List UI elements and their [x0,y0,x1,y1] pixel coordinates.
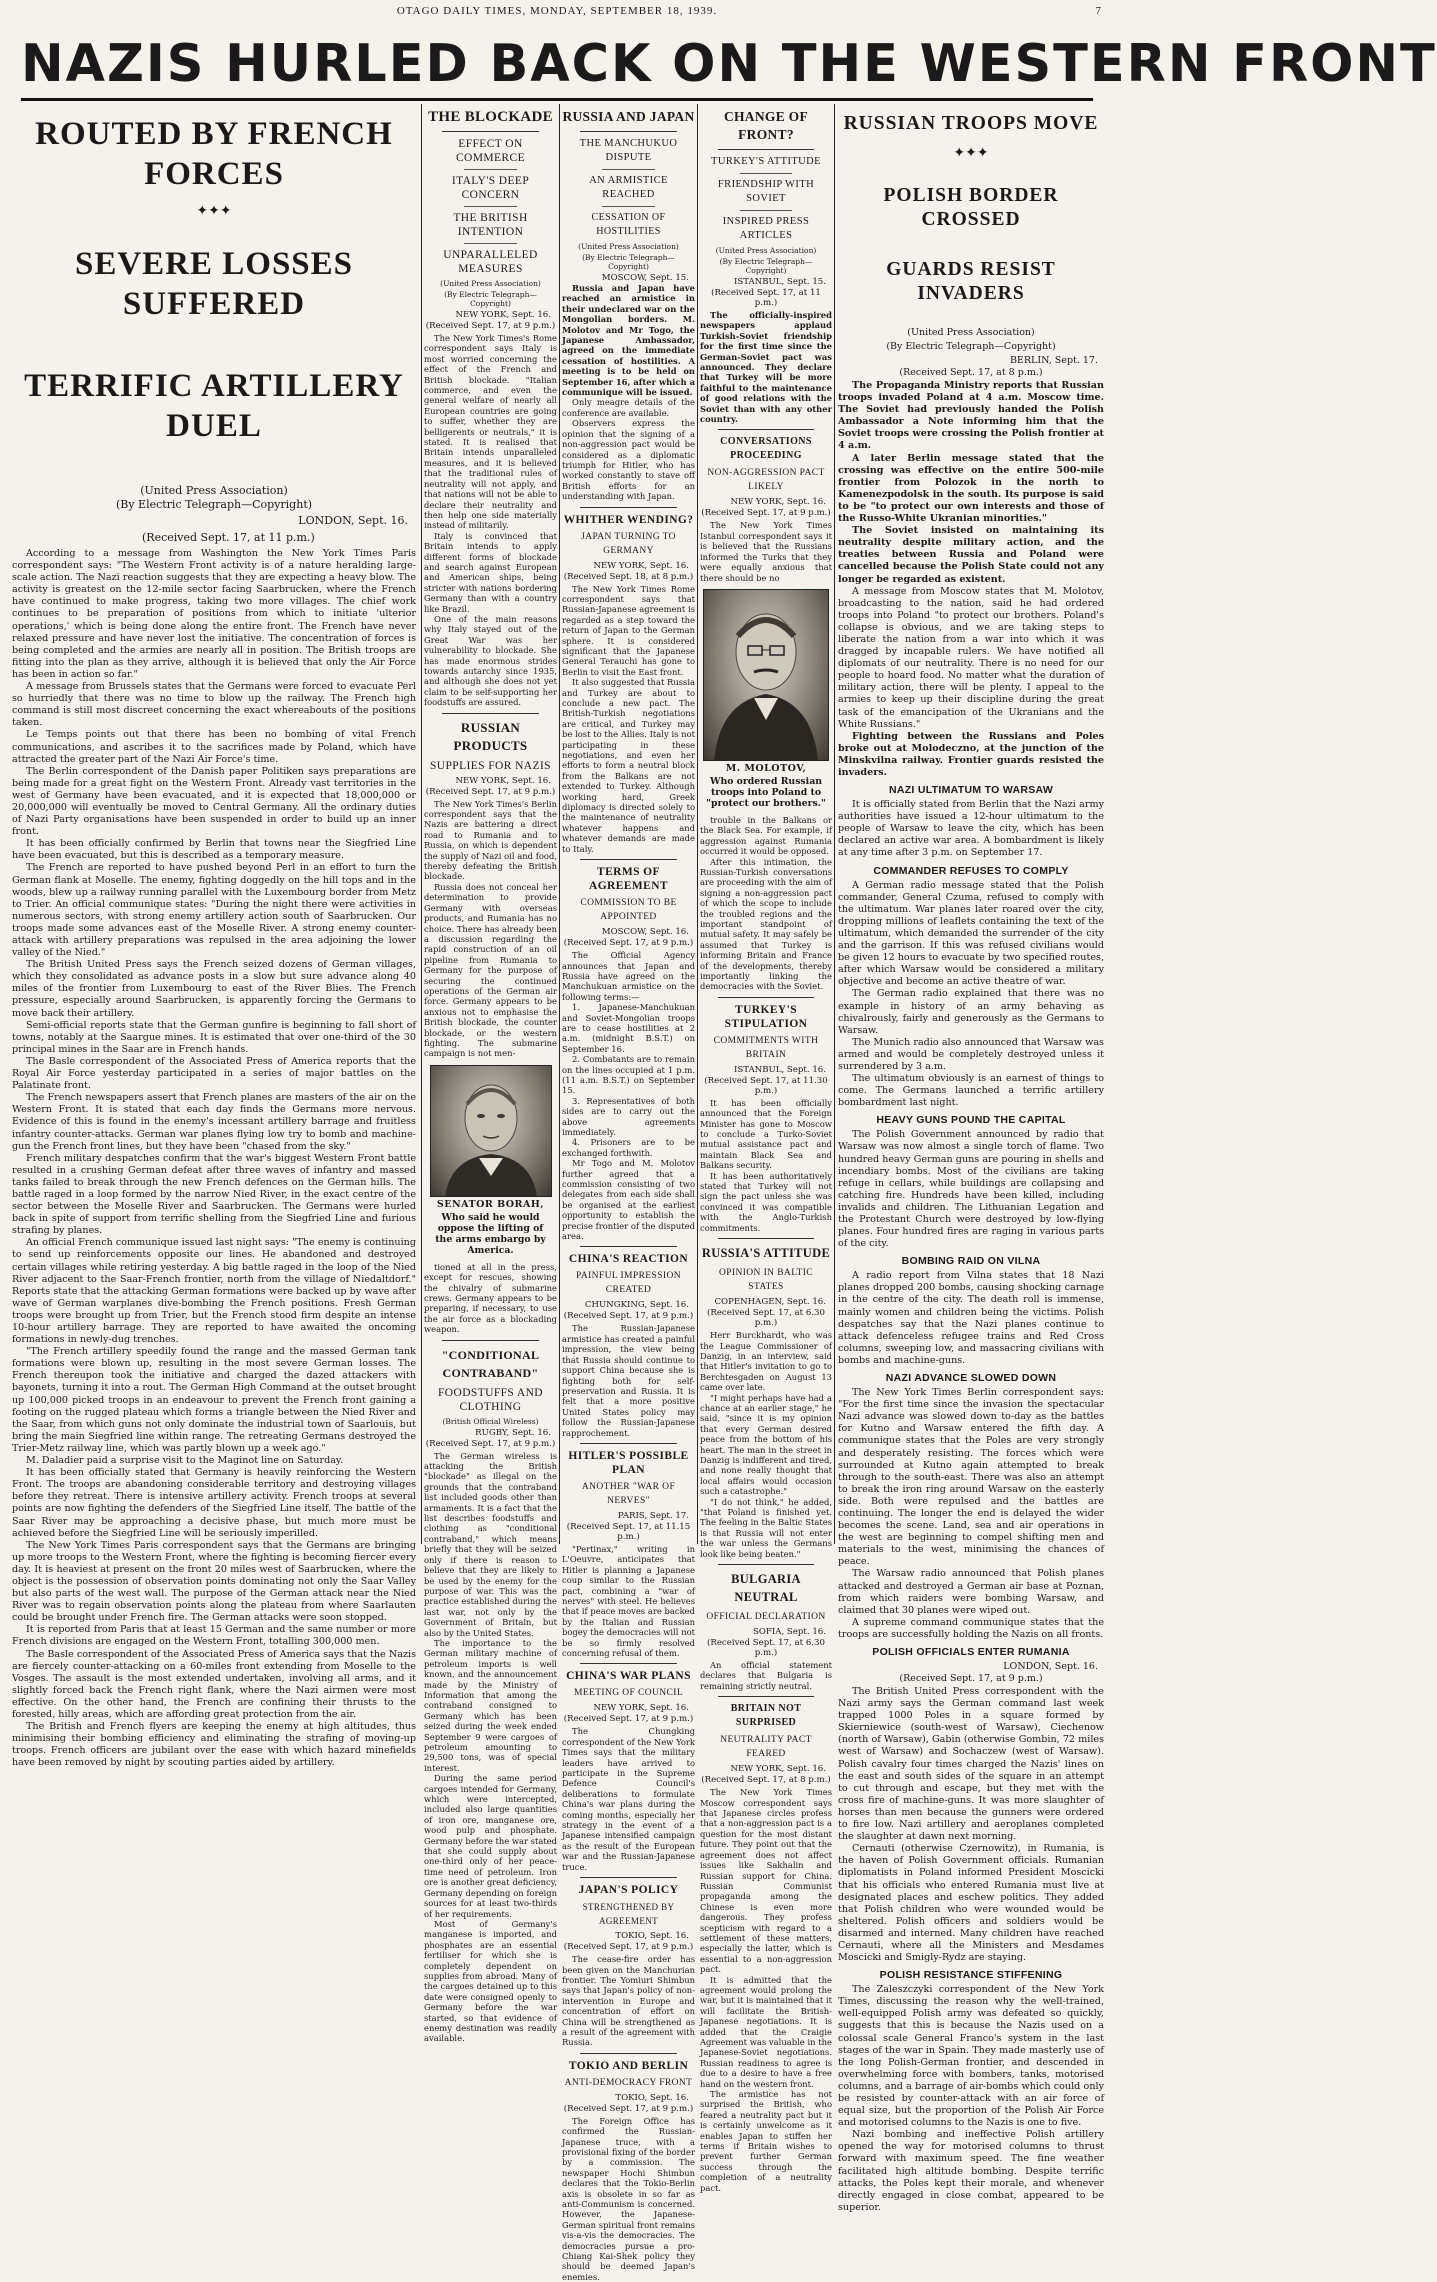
dateline: NEW YORK, Sept. 16. [455,310,551,320]
paragraph: It has been officially stated that Germany is heavily reinforcing the Western Front. The troops are abandoning considerable territory and destroying villages before they retreat. There is intensive artillery activity. French troops at several points are now fighting the defenders of the Siegfried Line itself. The battle of the Saar River may be approaching a decisive phase, but much more must be achieved before the Siegfried Line will be seriously imperilled. [12,1467,416,1539]
dateline: MOSCOW, Sept. 16. [601,927,689,938]
paragraph: Most of Germany's manganese is imported, and phosphates are an essential fertiliser for which she is completely dependent on supplies from abroad. Many of the cargoes detained up to this date were consigned openly to Germany before the war started, so that evidence of enemy destination was readily available. [424,1918,557,2044]
paragraph: Cernauti (otherwise Czernowitz), in Rumania, is the haven of Polish Government officials. Rumanian diplomatists in Poland informed President Moscicki that his officials who entered Rumania must live at designated places and eschew politics. They added that Polish children who were wounded would be sheltered. Polish officers and soldiers would be disarmed and interned. Many children have reached Cernauti, where all the Ministers and Mesdames Moscicki and Smigly-Rydz are staying. [838,1843,1104,1964]
dateline: SOFIA, Sept. 16. [752,1627,826,1638]
paragraph: The cease-fire order has been given on the Manchurian frontier. The Yomiuri Shimbun says that Japan's policy of non-intervention in Europe and concentration of effort on China will be strengthened as a result of the agreement with Russia. [562,1954,695,2048]
headline-artillery: TERRIFIC ARTILLERY DUEL [24,368,404,444]
paragraph: The Official Agency announces that Japan and Russia have agreed on the Manchukuan armistice on the following terms:— [562,950,695,1002]
subhead: OFFICIAL DECLARATION [706,1612,826,1623]
paragraph: The Warsaw radio announced that Polish planes attacked and destroyed a German air base at Poznan, from which raiders were bombing Warsaw, and claimed that 30 planes were wiped out. [838,1568,1104,1616]
paragraph: The French are reported to have pushed beyond Perl in an effort to turn the German flank at Moselle. The enemy, fighting doggedly on the hill tops and in the woods, blew up a railway running parallel with the Luxembourg border from Metz to Trier. An official communique states: "During the night there were activities in numerous sectors, with strong enemy artillery action south of Saarbrucken. Our troops made some advances east of the Moselle River. A strong enemy counter-attack with artillery preparations was repulsed in the area adjoining the lower valley of the Nied." [12,862,416,959]
headline-tokio-berlin: TOKIO AND BERLIN [568,2059,689,2072]
paragraph: A German radio message stated that the Polish commander, General Czuma, refused to comply with the ultimatum. War planes later roared over the city, dropping millions of leaflets containing the text of the ultimatum, which demanded the surrender of the city and the garrison. If this was refused civilians would be given 12 hours to evacuate by two specified routes, after which Warsaw would be considered a military objective and become an active theatre of war. [838,879,1104,988]
paragraph: Italy is convinced that Britain intends to apply different forms of blockade and search against European and American ships, being stricter with nations bordering Germany than with a country like Brazil. [424,530,557,614]
story-body [562,1954,695,2048]
paragraph: 1. Japanese-Manchukuan and Soviet-Mongolian troops are to cease hostilities at 2 a.m. (midnight B.S.T.) on September 16. [562,1002,695,1054]
story-lead [838,380,1104,586]
page-number: 7 [1095,5,1102,17]
story-body [838,1270,1104,1367]
headline-guards: GUARDS RESIST INVADERS [886,259,1056,304]
received-line: (Received Sept. 17, at 9 p.m.) [701,508,831,519]
dateline: NEW YORK, Sept. 16. [593,560,689,571]
story-body [700,815,832,992]
paragraph: After this intimation, the Russian-Turkish conversations are proceeding with the aim of signing a non-aggression pact of which the scope to include the troubled regions and the important standpoint of mutual safety. It may safely be assumed that Turkey is informing Britain and France of the developments, thereby importantly linking the democracies with the Soviet. [700,856,832,992]
subhead: ITALY'S DEEP CONCERN [451,175,530,201]
dateline: NEW YORK, Sept. 16. [730,1764,826,1775]
headline-blockade: THE BLOCKADE [428,109,553,125]
headline-hitler-plan: HITLER'S POSSIBLE PLAN [568,1449,689,1476]
wire-credit: (United Press Association) [907,327,1035,338]
story-body [838,1129,1104,1250]
paragraph: The Zaleszczyki correspondent of the New York Times, discussing the reason why the well-trained, well-equipped Polish army was defeated so quickly, suggests that this is because the Nazis used on a colossal scale General Franco's system in the last stages of the war in Spain. They made masterly use of the long Polish-German frontier, and descended in overwhelming force with bombers, tanks, motorised columns, and a barrage of air-bombs which could only be resisted by counter-attack with an air force of equal size, but the proportion of the Polish Air Force and motorised columns to the Nazis is one to five. [838,1984,1104,2129]
wire-credit: (United Press Association) [578,242,679,251]
paragraph: The officially-inspired newspapers applaud Turkish-Soviet friendship for the first time since the German-Soviet pact was announced. They declare that Turkey will be more faithful to the maintenance of good relations with the Soviet than with any other country. [700,310,832,425]
paragraph: The New York Times's Rome correspondent says Italy is most worried concerning the effect of the French and British blockade. "Italian commerce, and even the general welfare of nearly all European countries are going to suffer, whether they are belligerents or neutrals," it is stated. It is realised that Britain intends unparalleled measures, and it is believed that the traditional rules of neutrality will not apply, and that nations will not be able to declare their neutrality and then help one side materially instead of militarily. [424,333,557,531]
dateline: PARIS, Sept. 17. [617,1510,689,1521]
banner-headline: NAZIS HURLED BACK ON THE WESTERN FRONT [21,30,1093,101]
column-rule [421,104,422,1544]
paragraph: An official statement declares that Bulgaria is remaining strictly neutral. [700,1660,832,1691]
received-line: (Received Sept. 17, at 11 p.m.) [711,288,821,308]
paragraph: The Foreign Office has confirmed the Russian-Japanese truce, with a provisional fixing of the border by a commission. The newspaper Hochi Shimbun declares that the Tokio-Berlin axis is obsolete in so far as anti-Communism is concerned. However, the Japanese-German spiritual front remains vis-a-vis the democracies. The democracies pursue a pro-Chiang Kai-Shek policy they should be deemed Japan's enemies. [562,2115,695,2282]
dateline: NEW YORK, Sept. 16. [455,775,551,786]
subhead: TURKEY'S ATTITUDE [711,156,821,167]
story-body [700,1787,832,2193]
ornament: ✦✦✦ [196,203,232,219]
photo-molotov [703,589,829,761]
received-line: (Received Sept. 17, at 9 p.m.) [899,1673,1043,1684]
dateline: LONDON, Sept. 16. [1003,1661,1098,1672]
paragraph: The importance to the German military machine of petroleum imports is well known, and the announcement made by the Ministry of Information that among the contraband consigned to Germany which has been seized during the week ended September 9 were cargoes of petroleum amounting to 29,500 tons, was of special interest. [424,1637,557,1773]
photo-name: M. MOLOTOV, [725,762,807,774]
wire-copyright: (By Electric Telegraph—Copyright) [886,341,1056,352]
subhead: COMMANDER REFUSES TO COMPLY [873,864,1069,877]
story-body [700,1330,832,1559]
paragraph: 4. Prisoners are to be exchanged forthwith. [562,1137,695,1158]
headline-border-crossed: POLISH BORDER CROSSED [883,185,1059,230]
received-line: (Received Sept. 17, at 9 p.m.) [563,1942,694,1953]
ornament: ✦✦✦ [953,145,989,161]
paragraph: A message from Moscow states that M. Molotov, broadcasting to the nation, said he had ordered troops into Poland "to protect our brothers. Poland's collapse is obvious, and we are taking steps to liberate the nation from a war into which it was dragged by incapable rulers. We have notified all diplomats of our neutrality. There is no need for our people to hoard food. No matter what the duration of military action, there will be plenty. I appeal to the armies to keep up their discipline during the great task of the emancipation of the Ukranians and the White Russians." [838,585,1104,730]
story-body [424,1451,557,2044]
paragraph: The German wireless is attacking the British "blockade" as illegal on the grounds that the contraband list included goods other than armaments. It is a fact that the list describes foodstuffs and clothing as "conditional contraband," which means briefly that they will be seized only if there is reason to believe that they are likely to be used by the enemy for the purpose of war. This was the practice established during the last war, not only by the Government of Britain, but also by the United States. [424,1450,557,1638]
headline-change-of-front: CHANGE OF FRONT? [723,109,809,142]
subhead: COMMISSION TO BE APPOINTED [580,898,677,923]
headline-japan-policy: JAPAN'S POLICY [578,1884,679,1897]
story-body [424,333,557,708]
story-russian-troops [838,104,1104,2213]
headline-russian-troops: RUSSIAN TROOPS MOVE [843,113,1099,134]
story-body [838,1984,1104,2214]
received-line: (Received Sept. 17, at 9 p.m.) [563,2103,694,2114]
subhead: INSPIRED PRESS ARTICLES [722,216,810,241]
column-russia-japan [562,104,695,2282]
dateline: TOKIO, Sept. 16. [615,1931,689,1942]
paragraph: The ultimatum obviously is an earnest of things to come. The Germans launched a terrific artillery bombardment last night. [838,1073,1104,1109]
received-line: (Received Sept. 17, at 9 p.m.) [425,1438,556,1449]
subhead: POLISH OFFICIALS ENTER RUMANIA [872,1646,1070,1658]
subhead: OPINION IN BALTIC STATES [718,1268,814,1293]
headline-whither: WHITHER WENDING? [563,513,694,526]
paragraph: Observers express the opinion that the signing of a non-aggression pact would be considered as a diplomatic triumph for Hitler, who has worked constantly to stave off British efforts for an understanding with Japan. [562,418,695,502]
dateline: RUGBY, Sept. 16. [475,1427,551,1438]
received-line: (Received Sept. 17, at 9 p.m.) [563,1311,694,1322]
story-body [700,1098,832,1233]
subhead: SUPPLIES FOR NAZIS [430,759,551,772]
story-body [838,880,1104,1110]
paragraph: Le Temps points out that there has been no bombing of vital French communications, and ascribes it to the sacrifices made by Poland, which have attracted the greater part of the Nazi Air Force's time. [12,729,416,765]
paragraph: Russia does not conceal her determination to provide Germany with overseas products, and Rumania has no choice. There has already been a discussion regarding the rapid construction of an oil pipeline from Rumania to Germany for the purpose of securing the continued operations of the German air force. Germany appears to be anxious not to emphasise the British blockade, the counter blockade, or the western fighting. The submarine campaign is not men- [424,881,557,1059]
story-body [562,584,695,855]
received-line: (Received Sept. 18, at 8 p.m.) [563,571,694,582]
subhead: UNPARALLELED MEASURES [443,249,538,275]
paragraph: The New York Times Istanbul correspondent says it is believed that the Russians informed the Turks that they were equally anxious that there should be no [700,520,832,583]
paragraph: The British United Press correspondent with the Nazi army says the German command last week trapped 1000 Poles in a square formed by Skierniewice (south-west of Warsaw), Ciechenow (north of Warsaw), Gabin (otherwise Gombin, 72 miles west of Warsaw) and Sochaczew (west of Warsaw). Polish cavalry four times charged the Nazis' lines on the east and south sides of the square in an attempt to cut through and escape, but they met with the cross fire of machine-guns. It was more slaughter of horses than men because the gunners were ordered to fire low. Nazi artillery and aeroplanes completed the slaughter at dawn next morning. [838,1686,1104,1843]
paragraph: "Pertinax," writing in L'Oeuvre, anticipates that Hitler is planning a Japanese coup similar to the Russian pact, combining a "war of nerves" with steel. He believes that if peace moves are backed by the Italian and Russian bogey the democracies will not be so firmly resolved concerning refusal of them. [562,1543,695,1658]
dateline: ISTANBUL, Sept. 15. [733,277,826,287]
subhead: CESSATION OF HOSTILITIES [591,212,666,237]
portrait-illustration [704,590,828,760]
story-body [838,1387,1104,1641]
folio-masthead: OTAGO DAILY TIMES, MONDAY, SEPTEMBER 18, 1939. [396,5,718,17]
paragraph: The New York Times Moscow correspondent says that Japanese circles profess that a non-aggression pact is a question for the most distant future. They point out that the agreement does not affect issues like Sakhalin and Russian support for China. Russian Communist propaganda among the Chinese is even more dangerous. They profess scepticism with regard to a settlement of these matters, especially the latter, which is essential to a non-aggression pact. [700,1787,832,1975]
paragraph: trouble in the Balkans or the Black Sea. For example, if aggression against Rumania occurred it would be opposed. [700,814,832,857]
subhead: THE MANCHUKUO DISPUTE [579,138,678,163]
dateline: MOSCOW, Sept. 15. [601,273,689,283]
paragraph: "I might perhaps have had a chance at an earlier stage," he said, "since it is my opinion that every German desired peace from the bottom of his heart. The man in the street in Danzig is indifferent and tired, and none really thought that local affairs would occasion such a catastrophe." [700,1392,832,1497]
headline-russian-products: RUSSIAN PRODUCTS [453,719,528,753]
paragraph: It is officially stated from Berlin that the Nazi army authorities have issued a 12-hour ultimatum to the people of Warsaw to leave the city, which has been declared an active war area. A bombardment is likely at any time after 3 p.m. on September 17. [838,799,1104,859]
paragraph: It has been officially announced that the Foreign Minister has gone to Moscow to conclude a Turko-Soviet mutual assistance pact and maintain Black Sea and Balkans security. [700,1097,832,1171]
subhead: COMMITMENTS WITH BRITAIN [713,1035,819,1060]
subhead: POLISH RESISTANCE STIFFENING [879,1969,1063,1982]
paragraph: It is reported from Paris that at least 15 German and the same number or more French divisions are engaged on the Western Front, totalling 300,000 men. [12,1624,416,1648]
story-body [424,1262,557,1335]
paragraph: Mr Togo and M. Molotov further agreed that a commission consisting of two delegates from each side shall be organised at the earliest opportunity to establish the precise frontier of the disputed area. [562,1158,695,1242]
paragraph: Only meagre details of the conference are available. [562,397,695,418]
received-line: (Received Sept. 17, at 9 p.m.) [425,786,556,797]
received-line: (Received Sept. 17, at 9 p.m.) [563,1714,694,1725]
paragraph: The New York Times's Berlin correspondent says that the Nazis are battering a direct road to Rumania and to Russia, on which is dependent the supply of Nazi oil and food, thereby defeating the British blockade. [424,798,557,882]
subhead: BOMBING RAID ON VILNA [901,1255,1041,1268]
dateline: NEW YORK, Sept. 16. [730,497,826,508]
paragraph: The Basle correspondent of the Associated Press of America reports that the Royal Air Force yesterday participated in a series of major battles on the Palatinate front. [12,1055,416,1092]
paragraph: Herr Burckhardt, who was the League Commissioner of Danzig, in an interview, said that Hitler's invitation to go to Berchtesgaden on August 13 came over late. [700,1330,832,1393]
subhead: NAZI ADVANCE SLOWED DOWN [885,1372,1057,1385]
story-body [562,2116,695,2282]
story-body [562,1323,695,1437]
paragraph: The Propaganda Ministry reports that Russian troops invaded Poland at 4 a.m. Moscow time. The Soviet had previously handed the Polish Ambassador a Note informing him that the Soviet troops were crossing the Polish frontier at 4 a.m. [838,380,1104,452]
headline-china-war-plans: CHINA'S WAR PLANS [566,1670,691,1683]
paragraph: An official French communique issued last night says: "The enemy is continuing to send up reinforcements opposite our lines. He abandoned and destroyed certain villages while retiring yesterday. A big battle raged in the loop of the Nied River adjacent to the Saar-French frontier, north from the village of Niedaltdorf." Reports state that the attacking German formations were backed up by wave after wave of German warplanes dive-bombing the French positions. Fresh German troops were brought up from Trier, but the French stood firm despite an intense 10-hour artillery barrage. They are reported to have awaited the oncoming formations in newly-dug trenches. [12,1237,416,1346]
headline-contraband: "CONDITIONAL CONTRABAND" [441,1347,540,1380]
story-body [700,1660,832,1691]
paragraph: Semi-official reports state that the German gunfire is beginning to fall short of towns, notably at the Saargue mines. It is estimated that over one-third of the 30 principal mines in the Saar are in French hands. [12,1019,416,1055]
wire-copyright: (By Electric Telegraph—Copyright) [582,253,675,271]
dateline: BERLIN, Sept. 17. [1009,355,1098,366]
paragraph: The New York Times Rome correspondent says that Russian-Japanese agreement is regarded as a step toward the return of Japan to the German sphere. It is considered significant that the Japanese General Terauchi has gone to Berlin to visit the East front. [562,583,695,677]
paragraph: The armistice has not surprised the British, who feared a neutrality pact but it is certainly unwelcome as it enables Japan to stiffen her terms if Britain wishes to prevent further German success through the completion of a neutrality pact. [700,2089,832,2193]
paragraph: Russia and Japan have reached an armistice in their undeclared war on the Mongolian borders. M. Molotov and Mr Togo, the Japanese Ambassador, agreed on the immediate cessation of hostilities. A meeting is to be held on September 16, after which a communique will be issued. [562,283,695,398]
paragraph: The German radio explained that there was no example in history of an army behaving as chivalrously, fairly and generously as the Germans to Warsaw. [838,988,1104,1036]
subhead: FOODSTUFFS AND CLOTHING [438,1386,543,1413]
paragraph: A supreme command communique states that the troops are successfully holding the Nazis on all fronts. [838,1616,1104,1640]
paragraph: The British United Press says the French seized dozens of German villages, which they consolidated as advance posts in a slow but sure advance along 40 miles of the frontier from Luxembourg to east of the River Blies. The French pressure, especially around Saarbrucken, is apparently forcing the Germans to move back their artillery. [12,959,416,1019]
column-blockade [424,104,557,2044]
paragraph: A message from Brussels states that the Germans were forced to evacuate Perl so hurriedly that there was no time to blow up the railway. The French high command is still most discreet concerning the exact whereabouts of the positions taken. [12,681,416,729]
headline-losses: SEVERE LOSSES SUFFERED [74,246,354,322]
paragraph: It has been authoritatively stated that Turkey will not sign the pact unless she was convinced it was compatible with the Anglo-Turkish commitments. [700,1170,832,1233]
wire-copyright: (By Electric Telegraph—Copyright) [719,257,813,275]
headline-conversations: CONVERSATIONS PROCEEDING [720,436,812,462]
paragraph: The New York Times Paris correspondent says that the Germans are bringing up more troops to the Western Front, where the fighting is becoming fiercer every day. It is heaviest at present on the front 20 miles west of Saarbrucken, where the object is the possession of observation points dominating not only the Saar Valley but also parts of the west wall. The purpose of the German attack near the Nied River was to regain observation points along the plateau from where Saarlauten could be brought under French fire. The German attacks were soon stopped. [12,1539,416,1624]
photo-caption: Who said he would oppose the lifting of the arms embargo by America. [435,1211,546,1256]
story-body: Fighting between the Russians and Poles broke out at Molodeczno, at the junction of the Minskvilna railway. Frontier guards resisted the invaders. [838,730,1104,778]
story-body [700,310,832,424]
paragraph: 3. Representatives of both sides are to carry out the above agreements immediately. [562,1095,695,1137]
received-line: (Received Sept. 17, at 8 p.m.) [701,1775,831,1786]
subhead: STRENGTHENED BY AGREEMENT [582,1902,675,1927]
paragraph: A later Berlin message stated that the crossing was effective on the entire 500-mile frontier from Polozok in the north to Kamenezpodolsk in the south. Its purpose is said to be "to protect our own interests and those of the Russo-White Ukranian minorities." [838,452,1104,525]
received-line: (Received Sept. 17, at 9 p.m.) [563,938,694,949]
headline-terms: TERMS OF AGREEMENT [589,866,668,893]
dateline: LONDON, Sept. 16. [298,514,408,527]
paragraph: It also suggested that Russia and Turkey are about to conclude a new pact. The British-Turkish negotiations are critical, and Turkey may be lost to the Allies. Italy is not participating in these negotiations, and even her efforts to form a neutral block from the Balkans are not extended to Turkey. Although working hard, Greek diplomacy is directed solely to the maintenance of neutrality whatever happens and whatever demands are made to Italy. [562,677,695,854]
headline-routed: ROUTED BY FRENCH FORCES [35,116,393,192]
photo-caption: Who ordered Russian troops into Poland to "protect our brothers." [706,775,826,809]
dateline: ISTANBUL, Sept. 16. [733,1064,826,1075]
wire-credit: (United Press Association) [715,246,817,255]
paragraph: Nazi bombing and ineffective Polish artillery opened the way for motorised columns to thrust forward with maximum speed. The fine weather facilitated high altitude bombing. Despite terrific attacks, the Poles kept their morale, and whenever directly engaged in close combat, appeared to be superior. [838,2129,1104,2213]
story-body [562,950,695,1241]
subhead: THE BRITISH INTENTION [453,212,528,238]
paragraph: 2. Combatants are to remain on the lines occupied at 1 p.m. (11 a.m. B.S.T.) on September 15. [562,1054,695,1096]
received-line: (Received Sept. 17, at 11 p.m.) [142,531,315,544]
story-body [838,586,1104,731]
received-line: (Received Sept. 17, at 11.30 p.m.) [704,1075,828,1096]
subhead: FRIENDSHIP WITH SOVIET [717,179,815,204]
subhead: EFFECT ON COMMERCE [455,138,526,164]
received-line: (Received Sept. 17, at 6.30 p.m.) [707,1638,825,1659]
wire-copyright: (By Electric Telegraph—Copyright) [444,290,537,308]
received-line: (Received Sept. 17, at 11.15 p.m.) [566,1521,691,1542]
paragraph: The Soviet insisted on maintaining its neutrality despite military action, and the treaties between Russia and Poland were cancelled because the Polish State could not any longer be regarded as existent. [838,525,1104,585]
subhead: NON-AGGRESSION PACT LIKELY [707,468,825,493]
main-story-western-front [12,104,416,1769]
subhead: PAINFUL IMPRESSION CREATED [576,1271,681,1296]
story-body [562,1726,695,1872]
story-body [12,548,416,1769]
story-body [838,1686,1104,1964]
paragraph: The Polish Government announced by radio that Warsaw was now almost a single torch of flame. Two hundred heavy German guns are pouring in shells and incendiary bombs. Most of the civilians are taking refuge in cellars, while buildings are collapsing and catching fire. Hundreds have been killed, including invalids and children. The Lithuanian Legation and the Protestant Church were destroyed by low-flying planes. Four hundred fires are raging in various parts of the city. [838,1129,1104,1250]
paragraph: The British and French flyers are keeping the enemy at high altitudes, thus minimising their bombing efficiency and eliminating the strafing of moving-up troops. French officers are jubilant over the ease with which hazard minefields have been removed by night by scouting parties aided by artillery. [12,1721,416,1769]
paragraph: A radio report from Vilna states that 18 Nazi planes dropped 200 bombs, causing shocking carnage in the centre of the city. The death roll is immense, mainly women and children being the victims. Polish despatches say that the Nazi planes continue to attack defenceless refugee trains and Red Cross columns, sweeping low, and massacring civilians with bombs and machine-guns. [838,1270,1104,1366]
headline-turkey-stipulation: TURKEY'S STIPULATION [724,1003,808,1030]
subhead: MEETING OF COUNCIL [573,1688,684,1699]
story-body [838,799,1104,859]
paragraph: It is admitted that the agreement would prolong the war, but it is maintained that it will facilitate the British-Japanese negotiations. It is added that the Craigie Agreement was valuable in the Japanese-Soviet negotiations. Russian readiness to agree is due to a desire to have a free hand on the western front. [700,1974,832,2089]
paragraph: French military despatches confirm that the war's biggest Western Front battle resulted in a crushing German defeat after three waves of infantry and massed tanks failed to break through the new French defences on the German hills. The battle raged in a loop formed by the narrow Nied River, in the exact centre of the sector between the Moselle River and Saarbrucken. The Germans were hurled back in spite of support from terrific shelling from the Siegfried Line and furious strafing by planes. [12,1152,416,1237]
subhead: ANOTHER "WAR OF NERVES" [581,1481,676,1506]
paragraph: tioned at all in the press, except for rescues, showing the chivalry of submarine crews. Germany appears to be preparing, if necessary, to use the air force as a blockading weapon. [424,1261,557,1335]
dateline: TOKIO, Sept. 16. [615,2092,689,2103]
folio-line [0,0,1114,22]
paragraph: The French newspapers assert that French planes are masters of the air on the Western Front. It is stated that each day finds the Germans more nervous. Evidence of this is found in the enemy's incessant artillery barrage and fruitless infantry counter-attacks. German war planes flying low try to bomb and machine-gun the French front lines, but they have been "chased from the sky." [12,1092,416,1152]
subhead: HEAVY GUNS POUND THE CAPITAL [876,1114,1066,1127]
story-body [562,283,695,502]
received-line: (Received Sept. 17, at 6.30 p.m.) [707,1308,825,1329]
column-rule [834,104,835,1544]
photo-name: SENATOR BORAH, [436,1198,545,1210]
subhead: NEUTRALITY PACT FEARED [720,1735,812,1760]
subhead: ANTI-DEMOCRACY FRONT [564,2077,693,2088]
wire-credit: (United Press Association) [140,484,288,497]
paragraph: The Munich radio also announced that Warsaw was armed and would be completely destroyed unless it surrendered by 3 a.m. [838,1036,1104,1072]
paragraph: One of the main reasons why Italy stayed out of the Great War was her vulnerability to blockade. She has made enormous strides towards autarchy since 1935, and although she does not yet claim to be self-supporting her foodstuffs are assured. [424,613,557,708]
paragraph: "I do not think," he added, "that Poland is finished yet. The feeling in the Baltic States is that Russia will not enter the war unless the Germans look like being beaten." [700,1496,832,1559]
paragraph: According to a message from Washington the New York Times Paris correspondent says: "The Western Front activity is of a nature heralding large-scale action. The Nazi reaction suggests that they are expecting a heavy blow. The activity is greatest on the 12-mile sector facing Saarbrucken, where the French have continued to make progress, taking two more villages. The chief work continues to be preparation of positions from which to initiate 'ulterior operations,' which is being done along the entire front. The French have never relaxed pressure and have never lost the initiative. The concentration of forces is being completed and the armies are nearly all in position. The British troops are fitting into the plan as they arrive, although it is believed that only the Air Force has been in action so far." [12,548,416,680]
received-line: (Received Sept. 17, at 9 p.m.) [425,321,556,331]
wire-credit: (United Press Association) [440,279,541,288]
paragraph: The Basle correspondent of the Associated Press of America says that the Nazis are fiercely counter-attacking on a 60-miles front extending from Moselle to the Vosges. The assault is the most extended undertaken, involving all arms, and it slightly forced back the French right flank, where the Nazi airmen were most effective. On the other hand, the French are confining their thrusts to the forested, hilly areas, which are affording great protection from the air. [12,1648,416,1720]
story-body [562,1544,695,1658]
photo-senator-borah [430,1065,552,1197]
paragraph: The New York Times Berlin correspondent says: "For the first time since the invasion the spectacular Nazi advance was slowed down to-day as the battles for Kutno and Warsaw entered the fifth day. A communique states that the Poles are very strongly and desperately resisting. The forces which were surrounded at Kutno again attempted to break through to the south-east. There was also an attempt to break the iron ring around Warsaw on the easterly side. Both were repulsed and the battles are continuing. The longer the end is delayed the wider becomes the scene. Land, sea and air operations in the west are beginning to compel shifting men and materials to the west, minimising the chances of peace. [838,1387,1104,1568]
dateline: NEW YORK, Sept. 16. [593,1703,689,1714]
headline-china-reaction: CHINA'S REACTION [568,1253,689,1266]
portrait-illustration [431,1066,551,1196]
headline-russia-japan: RUSSIA AND JAPAN [562,109,695,124]
paragraph: During the same period cargoes intended for Germany, which were intercepted, included also large quantities of iron ore, manganese ore, wood pulp and phosphate. Germany before the war stated that she could supply about one-third only of her peace-time need of petroleum. Iron ore is another great deficiency, Germany depending on foreign sources for at least two-thirds of her requirements. [424,1773,557,1919]
subhead: JAPAN TURNING TO GERMANY [581,531,676,556]
paragraph: The Berlin correspondent of the Danish paper Politiken says preparations are being made for a great fight on the Western Front. Already vast territories in the west of Germany have been evacuated, and it is expected that 18,000,000 or 20,000,000 will eventually be moved to Central Germany. All the ordinary duties of Nazi Party organisations have been suspended in order to build up an inner front. [12,765,416,838]
headline-britain: BRITAIN NOT SURPRISED [730,1703,802,1729]
headline-russia-attitude: RUSSIA'S ATTITUDE [701,1246,831,1261]
story-body [424,799,557,1059]
paragraph: The Russian-Japanese armistice has created a painful impression, the view being that Russia should continue to support China because she is fighting both for self-preservation and Russia. It is felt that a more positive United States policy may follow the Russian-Japanese rapprochement. [562,1323,695,1438]
dateline: CHUNGKING, Sept. 16. [584,1300,689,1311]
paragraph: The Chungking correspondent of the New York Times says that the military leaders have arrived to participate in the Supreme Defence Council's deliberations to formulate China's war plans during the coming months, especially her strategy in the event of a Japanese intensified campaign as the result of the European war and the Russian-Japanese truce. [562,1726,695,1872]
paragraph: M. Daladier paid a surprise visit to the Maginot line on Saturday. [26,1455,344,1467]
wire-copyright: (By Electric Telegraph—Copyright) [115,498,313,511]
column-rule [559,104,560,1544]
column-change-of-front [700,104,832,2193]
wire-credit: (British Official Wireless) [442,1416,539,1426]
paragraph: It has been officially confirmed by Berlin that towns near the Siegfried Line have been evacuated, but this is described as a temporary measure. [12,838,416,862]
subhead: NAZI ULTIMATUM TO WARSAW [888,784,1054,797]
dateline: COPENHAGEN, Sept. 16. [714,1297,826,1308]
story-body [700,520,832,582]
received-line: (Received Sept. 17, at 8 p.m.) [899,367,1043,378]
headline-bulgaria: BULGARIA NEUTRAL [731,1572,801,1605]
column-rule [697,104,698,1544]
paragraph: "The French artillery speedily found the range and the massed German tank formations were blown up, resulting in the most severe German losses. The French thereupon took the initiative and charged the dazed attackers with bayonets, turning it into a rout. The German High Command at the outset brought up 100,000 picked troops in an endeavour to prevent the French front gaining a footing on the rugged plateau which forms a triangle between the Nied River and the Saar, from which guns not only dominate the industrial town of Saarlouis, but bring the main Siegfried line within range. The retreating Germans destroyed the Trier-Metz railway line, which was partly blown up a week ago." [12,1346,416,1454]
subhead: AN ARMISTICE REACHED [589,175,668,200]
